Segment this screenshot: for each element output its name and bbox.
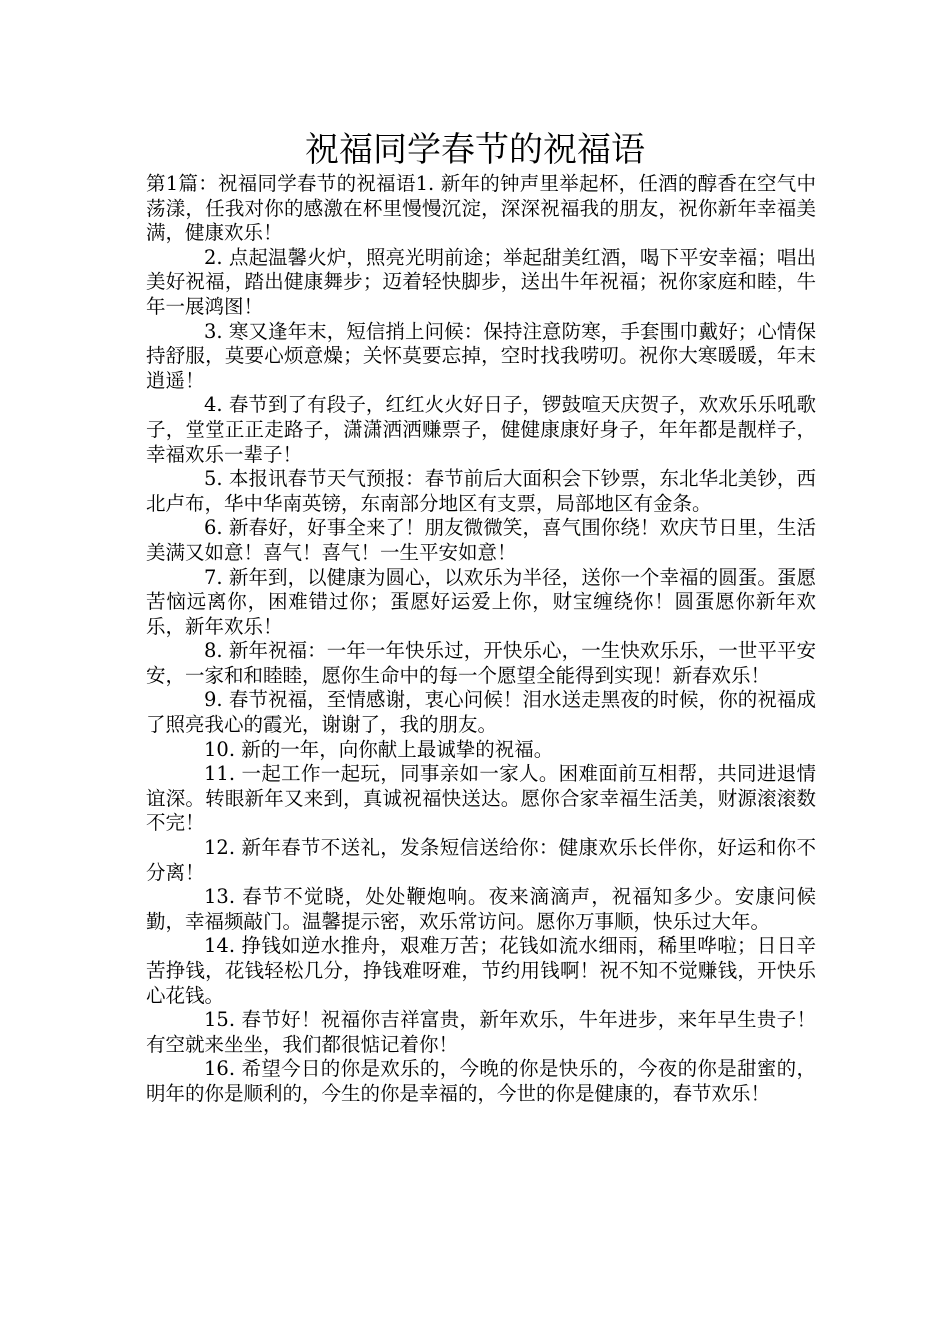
document-title: 祝福同学春节的祝福语 [305, 130, 645, 170]
paragraph-15: 15. 春节好！祝福你吉祥富贵，新年欢乐，牛年进步，来年早生贵子！有空就来坐坐，我们都很惦记着你！ [146, 1008, 816, 1056]
paragraph-10: 10. 新的一年，向你献上最诚挚的祝福。 [204, 737, 554, 761]
paragraph-3: 3. 寒又逢年末，短信捎上问候：保持注意防寒，手套围巾戴好；心情保持舒服，莫要心烦意燥；关怀莫要忘掉，空时找我唠叨。祝你大寒暖暖，年末逍遥！ [146, 319, 816, 392]
paragraph-8: 8. 新年祝福：一年一年快乐过，开快乐心，一生快欢乐乐，一世平平安安，一家和和睦睦，愿你生命中的每一个愿望全能得到实现！新春欢乐！ [146, 639, 816, 687]
paragraph-16: 16. 希望今日的你是欢乐的，今晚的你是快乐的，今夜的你是甜蜜的，明年的你是顺利的，今生的你是幸福的，今世的你是健康的，春节欢乐！ [146, 1057, 816, 1105]
paragraph-12: 12. 新年春节不送礼，发条短信送给你：健康欢乐长伴你，好运和你不分离！ [146, 836, 816, 884]
paragraph-9: 9. 春节祝福，至情感谢，衷心问候！泪水送走黑夜的时候，你的祝福成了照亮我心的霞光，谢谢了，我的朋友。 [146, 688, 816, 737]
paragraph-11: 11. 一起工作一起玩，同事亲如一家人。困难面前互相帮，共同进退情谊深。转眼新年又来到，真诚祝福快送达。愿你合家幸福生活美，财源滚滚数不完！ [146, 762, 816, 835]
paragraph-14: 14. 挣钱如逆水推舟，艰难万苦；花钱如流水细雨，稀里哗啦；日日辛苦挣钱，花钱轻松几分，挣钱难呀难，节约用钱啊！祝不知不觉赚钱，开快乐心花钱。 [146, 934, 816, 1007]
paragraph-5: 5. 本报讯春节天气预报：春节前后大面积会下钞票，东北华北美钞，西北卢布，华中华南英镑，东南部分地区有支票，局部地区有金条。 [146, 467, 816, 515]
paragraph-1: 第1篇：祝福同学春节的祝福语1. 新年的钟声里举起杯，任酒的醇香在空气中荡漾，任我对你的感激在杯里慢慢沉淀，深深祝福我的朋友，祝你新年幸福美满，健康欢乐！ [146, 172, 816, 245]
paragraph-4: 4. 春节到了有段子，红红火火好日子，锣鼓喧天庆贺子，欢欢乐乐吼歌子，堂堂正正走路子，潇潇洒洒赚票子，健健康康好身子，年年都是靓样子，幸福欢乐一辈子！ [146, 393, 816, 466]
document-body [146, 172, 816, 1107]
paragraph-2: 2. 点起温馨火炉，照亮光明前途；举起甜美红酒，喝下平安幸福；唱出美好祝福，踏出健康舞步；迈着轻快脚步，送出牛年祝福；祝你家庭和睦，牛年一展鸿图！ [146, 245, 816, 318]
paragraph-6: 6. 新春好，好事全来了！朋友微微笑，喜气围你绕！欢庆节日里，生活美满又如意！喜气！喜气！一生平安如意！ [146, 516, 816, 564]
paragraph-13: 13. 春节不觉晓，处处鞭炮响。夜来滴滴声，祝福知多少。安康问候勤，幸福频敲门。温馨提示密，欢乐常访问。愿你万事顺，快乐过大年。 [146, 885, 816, 933]
paragraph-7: 7. 新年到，以健康为圆心，以欢乐为半径，送你一个幸福的圆蛋。蛋愿苦恼远离你，困难错过你；蛋愿好运爱上你，财宝缠绕你！圆蛋愿你新年欢乐，新年欢乐！ [146, 565, 816, 638]
